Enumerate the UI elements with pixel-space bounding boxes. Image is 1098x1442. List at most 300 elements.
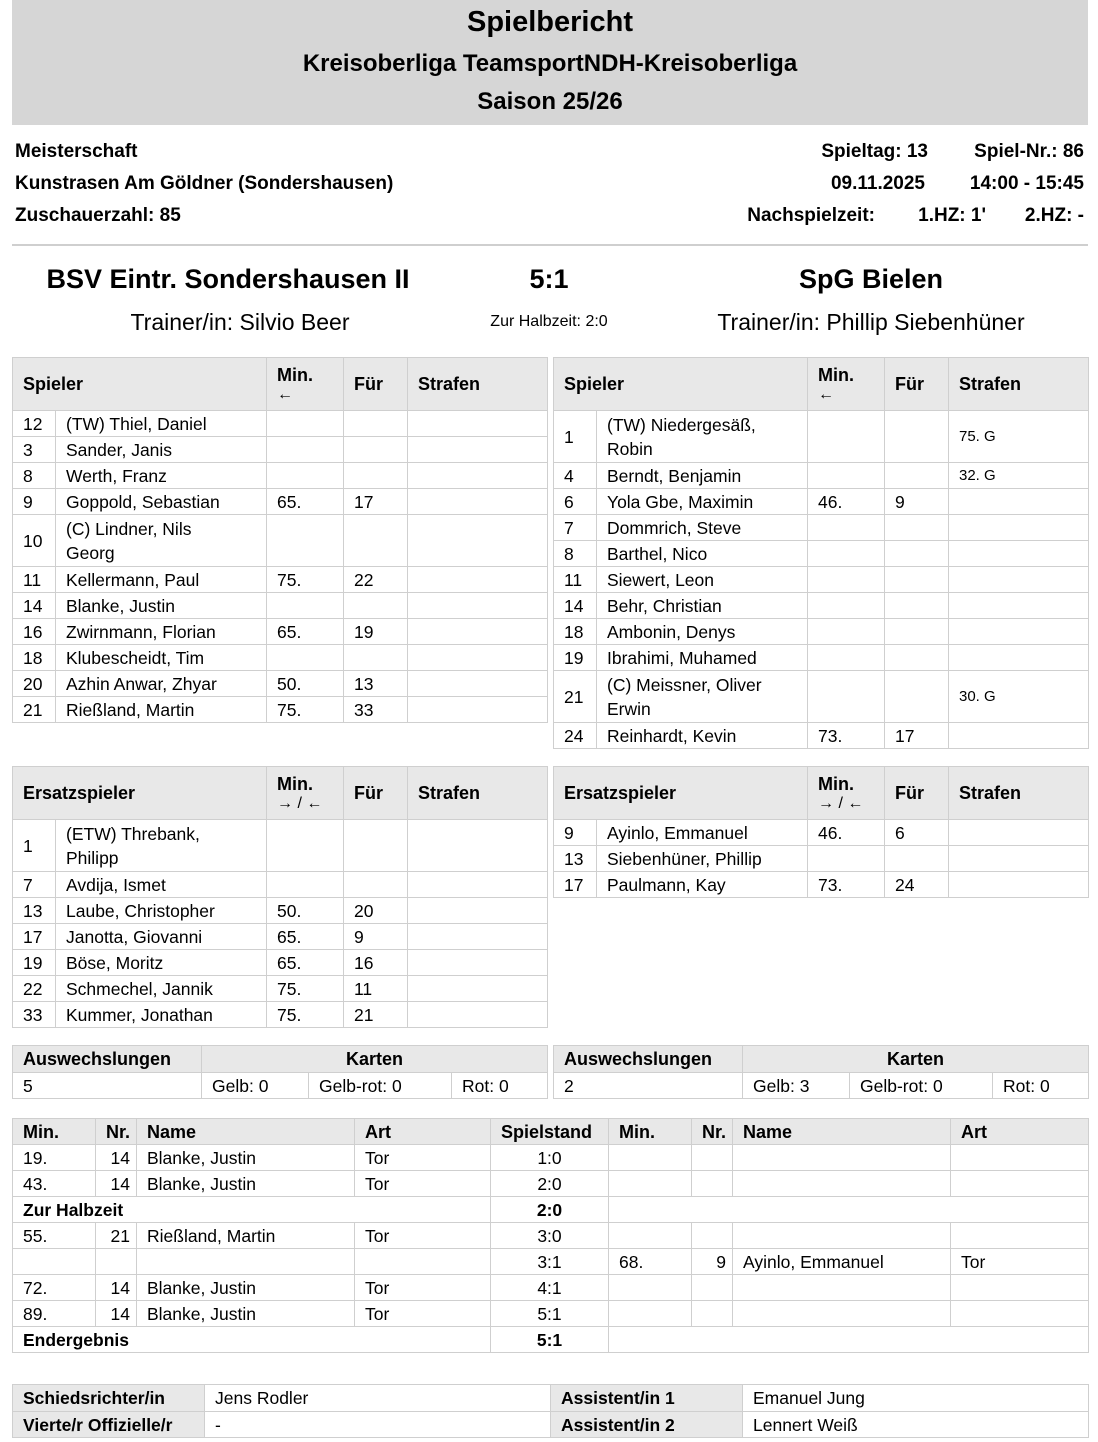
assistant1-name: Emanuel Jung bbox=[743, 1385, 1089, 1412]
referee-name: Jens Rodler bbox=[205, 1385, 551, 1412]
player-name bbox=[597, 463, 808, 489]
player-row bbox=[13, 567, 548, 593]
player-name bbox=[56, 645, 267, 671]
events-body bbox=[13, 1145, 1089, 1353]
player-number: 13 bbox=[13, 898, 56, 924]
player-row bbox=[554, 846, 1089, 872]
karten-header: Karten bbox=[743, 1046, 1089, 1073]
venue: Kunstrasen Am Göldner (Sondershausen) bbox=[15, 173, 394, 194]
player-name-line: Erwin bbox=[607, 698, 651, 719]
penalty bbox=[408, 567, 548, 593]
player-name-line: (TW) Thiel, Daniel bbox=[66, 413, 207, 434]
arrow-inout-icon: → / ← bbox=[277, 795, 323, 812]
home-event-type: Tor bbox=[355, 1275, 491, 1301]
player-name bbox=[56, 1002, 267, 1028]
player-name-line: Avdija, Ismet bbox=[66, 874, 166, 895]
player-row bbox=[13, 671, 548, 697]
away-event-name bbox=[733, 1171, 951, 1197]
penalty bbox=[408, 411, 548, 437]
auswechslungen-header: Auswechslungen bbox=[554, 1046, 743, 1073]
player-name-line: Sander, Janis bbox=[66, 439, 173, 460]
player-number: 14 bbox=[13, 593, 56, 619]
player-row bbox=[13, 619, 548, 645]
player-name-line: Robin bbox=[607, 438, 653, 459]
sub-minute bbox=[808, 846, 885, 872]
player-name bbox=[56, 697, 267, 723]
sub-minute: 65. bbox=[267, 619, 344, 645]
min-header bbox=[808, 767, 885, 820]
player-name-line: (C) Lindner, Nils bbox=[66, 518, 192, 539]
min-header-label: Min. bbox=[818, 365, 854, 385]
fuer-header: Für bbox=[344, 358, 408, 411]
player-row bbox=[13, 1002, 548, 1028]
player-row bbox=[13, 950, 548, 976]
away-trainer: Trainer/in: Phillip Siebenhüner bbox=[717, 309, 1025, 335]
player-number: 13 bbox=[554, 846, 597, 872]
penalty bbox=[408, 820, 548, 872]
away-yellow-red: Gelb-rot: 0 bbox=[850, 1073, 993, 1099]
event-summary-label: Zur Halbzeit bbox=[13, 1197, 491, 1223]
player-row bbox=[13, 872, 548, 898]
fourth-official-label: Vierte/r Offizielle/r bbox=[13, 1412, 205, 1438]
player-name-line: (C) Meissner, Oliver bbox=[607, 674, 762, 695]
sub-for-number: 9 bbox=[885, 489, 949, 515]
away-event-minute bbox=[609, 1275, 692, 1301]
player-name bbox=[597, 846, 808, 872]
player-number: 18 bbox=[554, 619, 597, 645]
sub-for-number bbox=[885, 645, 949, 671]
sub-for-number: 20 bbox=[344, 898, 408, 924]
player-row bbox=[554, 619, 1089, 645]
penalty bbox=[408, 697, 548, 723]
sub-for-number: 21 bbox=[344, 1002, 408, 1028]
strafen-header: Strafen bbox=[949, 358, 1089, 411]
away-event-type: Tor bbox=[951, 1249, 1089, 1275]
sub-for-number bbox=[885, 541, 949, 567]
players-header: Spieler bbox=[554, 358, 808, 411]
home-subs-table bbox=[12, 766, 548, 1028]
player-row bbox=[554, 671, 1089, 723]
away-yellow: Gelb: 3 bbox=[743, 1073, 850, 1099]
player-name bbox=[56, 437, 267, 463]
home-event-name bbox=[137, 1249, 355, 1275]
player-name bbox=[56, 489, 267, 515]
matchday: Spieltag: 13 bbox=[821, 141, 928, 162]
officials-table bbox=[12, 1384, 1089, 1438]
away-summary-table bbox=[553, 1045, 1089, 1099]
player-row bbox=[13, 924, 548, 950]
player-row bbox=[13, 437, 548, 463]
player-name-line: Janotta, Giovanni bbox=[66, 926, 203, 947]
home-event-name: Blanke, Justin bbox=[137, 1171, 355, 1197]
player-row bbox=[13, 697, 548, 723]
player-name-line: Behr, Christian bbox=[607, 595, 722, 616]
player-name-line: Paulmann, Kay bbox=[607, 874, 726, 895]
away-event-name bbox=[733, 1223, 951, 1249]
assistant1-label: Assistent/in 1 bbox=[551, 1385, 743, 1412]
away-event-minute bbox=[609, 1145, 692, 1171]
penalty: 75. G bbox=[949, 411, 1089, 463]
player-name-line: Philipp bbox=[66, 847, 119, 868]
assistant2-name: Lennert Weiß bbox=[743, 1412, 1089, 1438]
event-score-header: Spielstand bbox=[491, 1119, 609, 1145]
penalty bbox=[949, 645, 1089, 671]
player-name bbox=[597, 411, 808, 463]
sub-for-number: 17 bbox=[344, 489, 408, 515]
event-row bbox=[13, 1249, 1089, 1275]
player-row bbox=[13, 976, 548, 1002]
player-name bbox=[56, 671, 267, 697]
player-name-line: Siewert, Leon bbox=[607, 569, 715, 590]
sub-minute bbox=[808, 541, 885, 567]
player-row bbox=[13, 463, 548, 489]
home-event-name: Blanke, Justin bbox=[137, 1301, 355, 1327]
penalty bbox=[949, 846, 1089, 872]
away-event-name: Ayinlo, Emmanuel bbox=[733, 1249, 951, 1275]
home-event-type bbox=[355, 1249, 491, 1275]
player-name bbox=[597, 567, 808, 593]
penalty bbox=[408, 463, 548, 489]
away-sub-count: 2 bbox=[554, 1073, 743, 1099]
sub-minute bbox=[808, 671, 885, 723]
away-subs-table bbox=[553, 766, 1089, 898]
event-row bbox=[13, 1275, 1089, 1301]
player-name bbox=[56, 924, 267, 950]
penalty bbox=[408, 976, 548, 1002]
sub-for-number: 16 bbox=[344, 950, 408, 976]
fuer-header: Für bbox=[885, 767, 949, 820]
player-row bbox=[554, 411, 1089, 463]
player-name bbox=[56, 411, 267, 437]
sub-minute bbox=[808, 411, 885, 463]
home-event-type: Tor bbox=[355, 1223, 491, 1249]
player-row bbox=[554, 820, 1089, 846]
sub-minute: 73. bbox=[808, 872, 885, 898]
sub-for-number: 17 bbox=[885, 723, 949, 749]
player-number: 16 bbox=[13, 619, 56, 645]
sub-for-number bbox=[885, 593, 949, 619]
home-event-minute: 55. bbox=[13, 1223, 96, 1249]
season: Saison 25/26 bbox=[477, 88, 623, 115]
strafen-header: Strafen bbox=[408, 358, 548, 411]
player-name bbox=[56, 593, 267, 619]
sub-for-number: 33 bbox=[344, 697, 408, 723]
player-name-line: Klubescheidt, Tim bbox=[66, 647, 205, 668]
player-number: 17 bbox=[554, 872, 597, 898]
player-number: 6 bbox=[554, 489, 597, 515]
sub-minute bbox=[808, 515, 885, 541]
player-name-line: Georg bbox=[66, 542, 115, 563]
sub-minute: 75. bbox=[267, 976, 344, 1002]
min-header-label: Min. bbox=[277, 365, 313, 385]
player-number: 33 bbox=[13, 1002, 56, 1028]
sub-minute: 73. bbox=[808, 723, 885, 749]
player-number: 21 bbox=[554, 671, 597, 723]
penalty: 32. G bbox=[949, 463, 1089, 489]
report-header bbox=[12, 0, 1088, 125]
min-header bbox=[267, 767, 344, 820]
player-number: 8 bbox=[554, 541, 597, 567]
event-row bbox=[13, 1145, 1089, 1171]
player-name-line: Ayinlo, Emmanuel bbox=[607, 822, 748, 843]
player-name bbox=[56, 619, 267, 645]
player-number: 21 bbox=[13, 697, 56, 723]
sub-minute: 46. bbox=[808, 820, 885, 846]
away-event-type bbox=[951, 1171, 1089, 1197]
sub-for-number bbox=[885, 463, 949, 489]
player-name-line: Ambonin, Denys bbox=[607, 621, 736, 642]
penalty bbox=[408, 515, 548, 567]
home-yellow: Gelb: 0 bbox=[202, 1073, 309, 1099]
event-score: 3:0 bbox=[491, 1223, 609, 1249]
player-number: 24 bbox=[554, 723, 597, 749]
home-event-type: Tor bbox=[355, 1171, 491, 1197]
player-row bbox=[554, 541, 1089, 567]
penalty bbox=[408, 593, 548, 619]
home-event-number: 14 bbox=[96, 1275, 137, 1301]
player-name-line: (ETW) Threbank, bbox=[66, 823, 200, 844]
away-event-type bbox=[951, 1275, 1089, 1301]
player-number: 19 bbox=[554, 645, 597, 671]
sub-minute bbox=[267, 437, 344, 463]
auswechslungen-header: Auswechslungen bbox=[13, 1046, 202, 1073]
player-name-line: Reinhardt, Kevin bbox=[607, 725, 737, 746]
sub-for-number bbox=[885, 671, 949, 723]
away-event-type bbox=[951, 1223, 1089, 1249]
away-event-number bbox=[692, 1275, 733, 1301]
player-name-line: Laube, Christopher bbox=[66, 900, 215, 921]
away-event-number bbox=[692, 1301, 733, 1327]
player-number: 3 bbox=[13, 437, 56, 463]
home-event-name: Blanke, Justin bbox=[137, 1145, 355, 1171]
penalty bbox=[949, 515, 1089, 541]
player-name-line: Barthel, Nico bbox=[607, 543, 708, 564]
away-event-number bbox=[692, 1223, 733, 1249]
sub-for-number: 19 bbox=[344, 619, 408, 645]
added-time-first-half: 1.HZ: 1' bbox=[918, 205, 986, 226]
sub-for-number: 22 bbox=[344, 567, 408, 593]
player-row bbox=[554, 645, 1089, 671]
away-players-body bbox=[554, 411, 1089, 749]
player-number: 19 bbox=[13, 950, 56, 976]
event-summary-spacer bbox=[609, 1197, 1089, 1223]
fourth-official-name: - bbox=[205, 1412, 551, 1438]
player-name bbox=[56, 515, 267, 567]
player-row bbox=[554, 872, 1089, 898]
fuer-header: Für bbox=[885, 358, 949, 411]
sub-for-number bbox=[885, 515, 949, 541]
home-subs-body bbox=[13, 820, 548, 1028]
home-event-minute: 89. bbox=[13, 1301, 96, 1327]
sub-for-number: 9 bbox=[344, 924, 408, 950]
event-summary-row bbox=[13, 1327, 1089, 1353]
event-score: 2:0 bbox=[491, 1171, 609, 1197]
player-row bbox=[13, 489, 548, 515]
event-score: 5:1 bbox=[491, 1301, 609, 1327]
sub-minute bbox=[267, 820, 344, 872]
sub-minute bbox=[267, 645, 344, 671]
event-score: 3:1 bbox=[491, 1249, 609, 1275]
sub-minute: 75. bbox=[267, 697, 344, 723]
away-event-type bbox=[951, 1145, 1089, 1171]
event-row bbox=[13, 1171, 1089, 1197]
player-number: 14 bbox=[554, 593, 597, 619]
penalty bbox=[949, 820, 1089, 846]
player-number: 12 bbox=[13, 411, 56, 437]
player-name bbox=[597, 820, 808, 846]
player-row bbox=[554, 489, 1089, 515]
match-date: 09.11.2025 bbox=[830, 173, 925, 194]
away-event-number: 9 bbox=[692, 1249, 733, 1275]
sub-minute: 50. bbox=[267, 671, 344, 697]
penalty bbox=[949, 593, 1089, 619]
min-header-label: Min. bbox=[818, 774, 854, 794]
away-event-number bbox=[692, 1171, 733, 1197]
sub-for-number bbox=[344, 463, 408, 489]
event-score: 2:0 bbox=[491, 1197, 609, 1223]
sub-minute bbox=[808, 619, 885, 645]
home-event-number bbox=[96, 1249, 137, 1275]
sub-for-number bbox=[885, 411, 949, 463]
penalty bbox=[408, 898, 548, 924]
away-event-number bbox=[692, 1145, 733, 1171]
sub-for-number: 11 bbox=[344, 976, 408, 1002]
sub-minute bbox=[808, 463, 885, 489]
player-name-line: Kummer, Jonathan bbox=[66, 1004, 213, 1025]
player-number: 9 bbox=[13, 489, 56, 515]
sub-for-number bbox=[885, 619, 949, 645]
penalty bbox=[408, 924, 548, 950]
away-team: SpG Bielen bbox=[798, 264, 944, 294]
sub-for-number: 24 bbox=[885, 872, 949, 898]
sub-for-number bbox=[885, 567, 949, 593]
player-row bbox=[13, 645, 548, 671]
player-row bbox=[554, 593, 1089, 619]
player-name bbox=[597, 489, 808, 515]
player-name bbox=[597, 723, 808, 749]
sub-minute: 75. bbox=[267, 1002, 344, 1028]
sub-for-number bbox=[344, 645, 408, 671]
league-name: Kreisoberliga TeamsportNDH-Kreisoberliga bbox=[302, 50, 798, 77]
player-name bbox=[56, 976, 267, 1002]
home-event-minute: 43. bbox=[13, 1171, 96, 1197]
player-name bbox=[597, 619, 808, 645]
player-number: 11 bbox=[554, 567, 597, 593]
away-event-name bbox=[733, 1145, 951, 1171]
sub-minute bbox=[808, 567, 885, 593]
penalty: 30. G bbox=[949, 671, 1089, 723]
player-name-line: Azhin Anwar, Zhyar bbox=[66, 673, 217, 694]
player-name bbox=[597, 515, 808, 541]
player-name-line: (TW) Niedergesäß, bbox=[607, 414, 756, 435]
halftime-score: Zur Halbzeit: 2:0 bbox=[490, 313, 608, 330]
player-number: 17 bbox=[13, 924, 56, 950]
arrow-out-icon: ← bbox=[818, 386, 834, 403]
penalty bbox=[949, 489, 1089, 515]
sub-minute: 65. bbox=[267, 924, 344, 950]
player-name-line: Goppold, Sebastian bbox=[66, 491, 220, 512]
player-number: 7 bbox=[13, 872, 56, 898]
home-summary-table bbox=[12, 1045, 548, 1099]
player-name-line: Dommrich, Steve bbox=[607, 517, 742, 538]
player-number: 20 bbox=[13, 671, 56, 697]
fuer-header: Für bbox=[344, 767, 408, 820]
penalty bbox=[408, 645, 548, 671]
player-number: 1 bbox=[554, 411, 597, 463]
sub-for-number bbox=[344, 437, 408, 463]
events-table bbox=[12, 1118, 1089, 1353]
match-time: 14:00 - 15:45 bbox=[969, 173, 1084, 194]
event-score: 1:0 bbox=[491, 1145, 609, 1171]
sub-minute bbox=[267, 872, 344, 898]
final-score: 5:1 bbox=[529, 264, 569, 294]
strafen-header: Strafen bbox=[408, 767, 548, 820]
sub-for-number bbox=[344, 872, 408, 898]
penalty bbox=[408, 489, 548, 515]
report-title: Spielbericht bbox=[467, 6, 633, 38]
player-name bbox=[597, 541, 808, 567]
sub-minute bbox=[267, 411, 344, 437]
karten-header: Karten bbox=[202, 1046, 548, 1073]
competition: Meisterschaft bbox=[15, 141, 138, 162]
sub-minute: 46. bbox=[808, 489, 885, 515]
event-art-header: Art bbox=[951, 1119, 1089, 1145]
home-event-name: Rießland, Martin bbox=[137, 1223, 355, 1249]
subs-header: Ersatzspieler bbox=[554, 767, 808, 820]
min-header bbox=[267, 358, 344, 411]
player-number: 9 bbox=[554, 820, 597, 846]
arrow-inout-icon: → / ← bbox=[818, 795, 864, 812]
event-summary-row bbox=[13, 1197, 1089, 1223]
divider bbox=[12, 244, 1088, 246]
player-row bbox=[554, 567, 1089, 593]
player-name bbox=[56, 463, 267, 489]
player-name-line: Werth, Franz bbox=[66, 465, 167, 486]
home-trainer: Trainer/in: Silvio Beer bbox=[130, 309, 350, 335]
sub-minute bbox=[267, 515, 344, 567]
event-summary-label: Endergebnis bbox=[13, 1327, 491, 1353]
home-yellow-red: Gelb-rot: 0 bbox=[309, 1073, 452, 1099]
penalty bbox=[408, 671, 548, 697]
home-team: BSV Eintr. Sondershausen II bbox=[46, 264, 410, 294]
player-name-line: Schmechel, Jannik bbox=[66, 978, 213, 999]
away-players-table bbox=[553, 357, 1089, 749]
player-name bbox=[597, 593, 808, 619]
player-row bbox=[13, 593, 548, 619]
player-row bbox=[13, 820, 548, 872]
sub-minute bbox=[808, 593, 885, 619]
penalty bbox=[949, 541, 1089, 567]
players-header: Spieler bbox=[13, 358, 267, 411]
sub-for-number bbox=[344, 411, 408, 437]
player-number: 4 bbox=[554, 463, 597, 489]
sub-for-number bbox=[344, 593, 408, 619]
player-name-line: Siebenhüner, Phillip bbox=[607, 848, 762, 869]
added-time-label: Nachspielzeit: bbox=[747, 205, 875, 226]
player-name bbox=[56, 950, 267, 976]
event-score: 4:1 bbox=[491, 1275, 609, 1301]
sub-minute: 65. bbox=[267, 489, 344, 515]
away-event-name bbox=[733, 1301, 951, 1327]
player-name-line: Blanke, Justin bbox=[66, 595, 175, 616]
event-nr-header: Nr. bbox=[96, 1119, 137, 1145]
away-red: Rot: 0 bbox=[993, 1073, 1089, 1099]
player-name bbox=[597, 671, 808, 723]
penalty bbox=[408, 950, 548, 976]
sub-minute: 50. bbox=[267, 898, 344, 924]
game-number: Spiel-Nr.: 86 bbox=[974, 141, 1084, 162]
assistant2-label: Assistent/in 2 bbox=[551, 1412, 743, 1438]
